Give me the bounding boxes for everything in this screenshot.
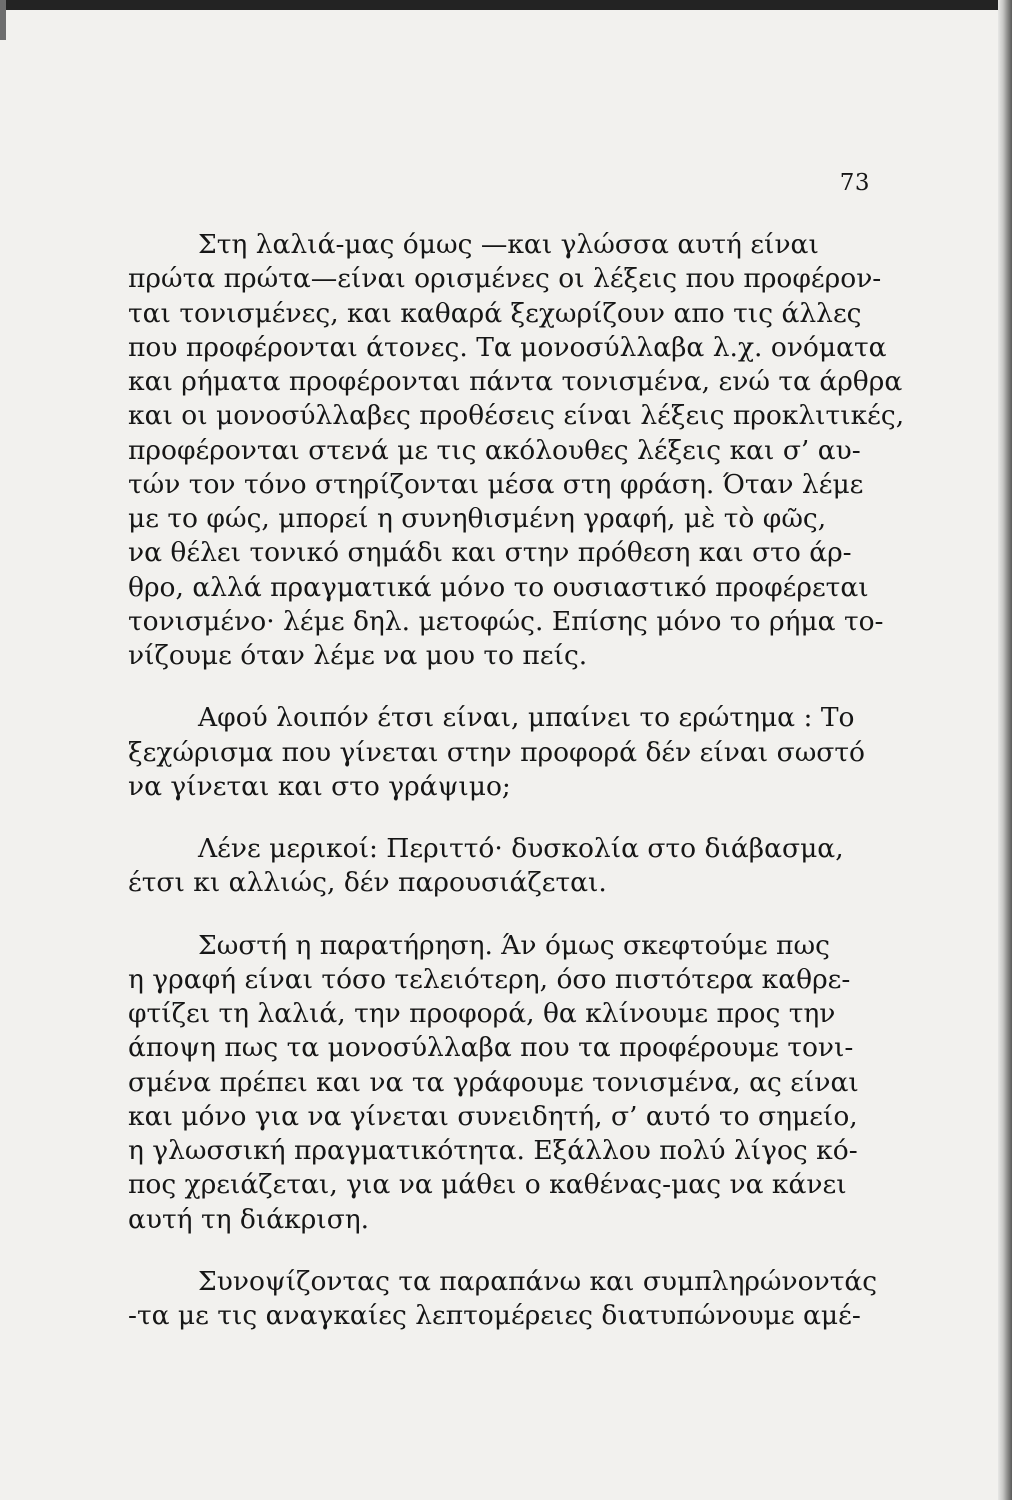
text-line: θρο, αλλά πραγματικά μόνο το ουσιαστικό προφέρεται [128,571,869,603]
scan-right-border [998,0,1012,1500]
text-line: που προφέρονται άτονες. Τα μονοσύλλαβα λ.χ. ονόματα [128,331,887,363]
paragraph-argument [128,929,874,1237]
text-line: πος χρειάζεται, για να μάθει ο καθένας-μας να κάνει [128,1169,847,1201]
text-line: τών τον τόνο στηρίζονται μέσα στη φράση. Όταν λέμε [128,468,864,500]
text-line: Αφού λοιπόν έτσι είναι, μπαίνει το ερώτημα : Το [198,702,855,734]
text-line: πρώτα πρώτα—είναι ορισμένες οι λέξεις που προφέρον- [128,263,882,295]
scan-top-border [0,0,1012,10]
text-line: προφέρονται στενά με τις ακόλουθες λέξεις και σ’ αυ- [128,434,861,466]
text-line: και ρήματα προφέρονται πάντα τονισμένα, ενώ τα άρθρα [128,366,903,397]
text-line: Λένε μερικοί: Περιττό· δυσκολία στο διάβασμα, [198,833,844,864]
text-line: ξεχώρισμα που γίνεται στην προφορά δέν είναι σωστό [128,736,866,768]
text-line: να γίνεται και στο γράψιμο; [128,770,511,802]
text-line: ται τονισμένες, και καθαρά ξεχωρίζουν απο τις άλλες [128,297,862,329]
text-line: φτίζει τη λαλιά, την προφορά, θα κλίνουμε προς την [128,998,836,1029]
text-line: να θέλει τονικό σημάδι και στην πρόθεση και στο άρ- [128,537,852,569]
paragraph-summary [128,1265,878,1334]
text-line: -τα με τις αναγκαίες λεπτομέρειες διατυπώνουμε αμέ- [128,1300,861,1331]
paragraph-objection [128,832,874,901]
text-line: με το φώς, μπορεί η συνηθισμένη γραφή, μὲ τὸ φῶς, [128,503,827,534]
paragraph-accent-monosyllables [128,228,905,673]
text-line: τονισμένο· λέμε δηλ. μετοφώς. Επίσης μόνο το ρήμα το- [128,605,884,637]
text-line: Σωστή η παρατήρηση. Άν όμως σκεφτούμε πως [198,929,830,961]
text-line: Συνοψίζοντας τα παραπάνω και συμπληρώνοντάς [198,1265,878,1297]
page-body [128,228,905,1361]
text-line: σμένα πρέπει και να τα γράφουμε τονισμένα, ας είναι [128,1066,859,1098]
scan-left-border [0,0,6,40]
text-line: η γλωσσική πραγματικότητα. Εξάλλου πολύ λίγος κό- [128,1135,858,1166]
text-line: η γραφή είναι τόσο τελειότερη, όσο πιστότερα καθρε- [128,963,851,995]
text-line: αυτή τη διάκριση. [128,1203,370,1235]
text-line: Στη λαλιά-μας όμως —και γλώσσα αυτή είναι [198,229,819,260]
text-line: έτσι κι αλλιώς, δέν παρουσιάζεται. [128,867,607,899]
paragraph-question [128,701,874,804]
text-line: και μόνο για να γίνεται συνειδητή, σ’ αυτό το σημείο, [128,1100,858,1132]
text-line: και οι μονοσύλλαβες προθέσεις είναι λέξεις προκλιτικές, [128,400,905,432]
text-line: άποψη πως τα μονοσύλλαβα που τα προφέρουμε τονι- [128,1032,854,1064]
page-number: 73 [839,170,870,196]
text-line: νίζουμε όταν λέμε να μου το πείς. [128,640,588,671]
